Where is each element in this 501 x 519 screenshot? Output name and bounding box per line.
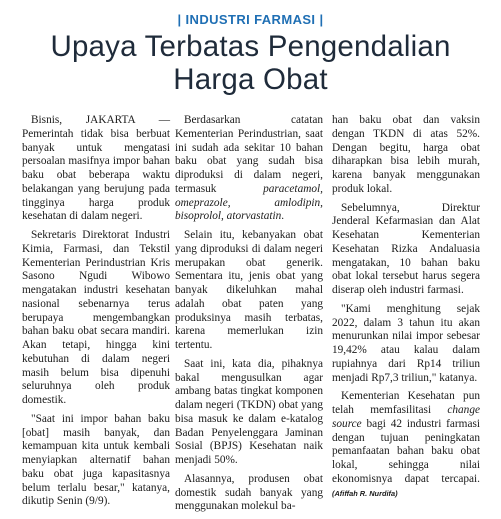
byline: (Afiffah R. Nurdifa) (332, 488, 398, 498)
paragraph: "Saat ini impor bahan baku [obat] masih banyak, dan kemampuan kita untuk kembali menyiapkan alternatif bahan baku obat juga kapasitasnya belum terlalu besar," katanya, dikutip Senin (9/9). (22, 412, 170, 508)
paragraph: Saat ini, kata dia, pihaknya bakal mengusulkan agar ambang batas tingkat komponen dalam negeri (TKDN) obat yang bisa masuk ke dalam e-katalog Badan Penyelenggara Jaminan Sosial (BPJS) Kesehatan naik menjadi 50%. (175, 357, 323, 466)
section-kicker: | INDUSTRI FARMASI | (177, 12, 324, 27)
headline (0, 30, 501, 96)
headline-line-2: Harga Obat (173, 63, 328, 96)
italic-term: change source (332, 404, 480, 430)
paragraph: Sebelumnya, Direktur Jenderal Kefarmasian dan Alat Kesehatan Kementerian Kesehatan Rizka Andaluasia mengatakan, 10 bahan baku obat lokal tersebut harus segera diserap oleh industri farmasi. (332, 201, 480, 296)
text-run: bagi 42 industri farmasi dengan tujuan peningkatan pemanfaatan bahan baku obat lokal, sehingga nilai ekonomisnya dapat tercapai. (332, 417, 480, 485)
paragraph: "Kami menghitung sejak 2022, dalam 3 tahun itu akan menurunkan nilai impor sebesar 19,42% atau kalau dalam rupiahnya dari Rp14 triliun menjadi Rp7,3 triliun," katanya. (332, 302, 480, 384)
article-column-3 (332, 114, 480, 505)
paragraph (175, 114, 323, 224)
paragraph: Sekretaris Direktorat Industri Kimia, Farmasi, dan Tekstil Kementerian Perindustrian Kris Sasono Ngudi Wibowo mengatakan industri kesehatan nasional sebenarnya terus berupaya mengembangkan bahan baku obat secara mandiri. Akan tetapi, hingga kini kebutuhan di dalam negeri masih belum bisa dipenuhi seluruhnya oleh produk domestik. (22, 229, 170, 406)
article-column-2 (175, 114, 323, 519)
text-run: Berdasarkan catatan Kementerian Perindustrian, saat ini sudah ada sekitar 10 bahan baku obat yang sudah bisa diproduksi di dalam negeri, termasuk (175, 114, 323, 195)
paragraph: Alasannya, produsen obat domestik sudah banyak yang menggunakan molekul ba- (175, 472, 323, 513)
headline-line-1: Upaya Terbatas Pengendalian (50, 30, 451, 63)
paragraph: Bisnis, JAKARTA — Pemerintah tidak bisa berbuat banyak untuk mengatasi persoalan masifnya impor bahan baku obat beberapa waktu belakangan yang berujung pada tingginya harga produk kesehatan di dalam negeri. (22, 114, 170, 223)
paragraph: Selain itu, kebanyakan obat yang diproduksi di dalam negeri merupakan obat generik. Sementara itu, jenis obat yang banyak dikeluhkan mahal adalah obat paten yang produksinya masih terbatas, karena memerlukan izin tertentu. (175, 229, 323, 351)
paragraph (332, 390, 480, 500)
paragraph: han baku obat dan vaksin dengan TKDN di atas 52%. Dengan begitu, harga obat diharapkan bisa lebih murah, karena banyak menggunakan produk lokal. (332, 114, 480, 195)
text-run: . (281, 210, 285, 223)
article-column-1 (22, 114, 170, 514)
drug-list: paracetamol, omeprazole, amlodipin, bisoprolol, atorvastatin (175, 182, 323, 223)
text-run: Kementerian Kesehatan pun telah memfasilitasi (332, 390, 480, 416)
